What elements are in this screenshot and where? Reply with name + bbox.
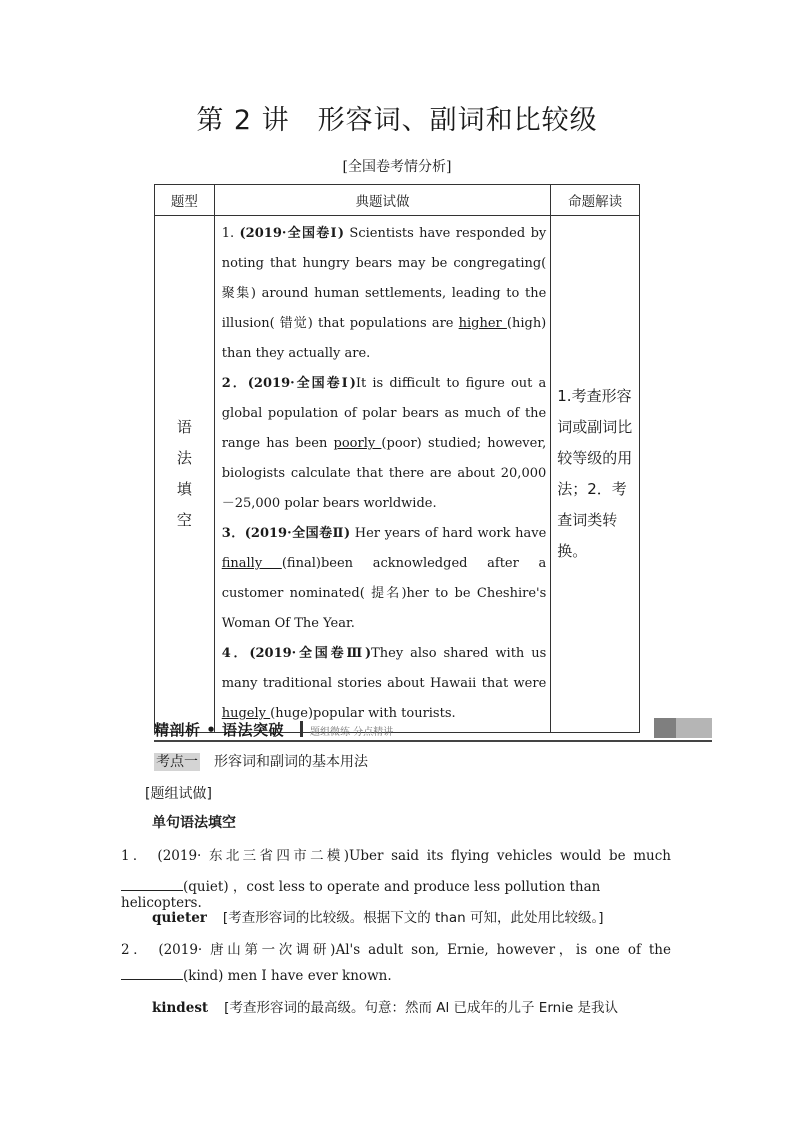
example-text: (high) than they actually are. [221, 316, 547, 361]
example-text: Scientists have responded by noting that hungry bears may be congregating( 聚集) around human settlements, leading to the illusion( 错觉) that populations are [221, 226, 547, 331]
example-answer: finally [221, 556, 282, 571]
example-number: 1. [221, 226, 240, 241]
group-label: [题组试做] [145, 786, 212, 802]
example-item [222, 219, 547, 369]
example-item [222, 519, 547, 639]
section-bar-divider [300, 721, 303, 737]
example-number: 2． [221, 376, 248, 391]
type-cell [155, 216, 215, 733]
example-answer: poorly [333, 436, 382, 451]
analysis-table [154, 184, 640, 733]
question-text: (quiet) ，cost less to operate and produce less pollution than helicopters. [121, 879, 601, 911]
example-source: (2019·全国卷Ⅱ) [244, 526, 351, 541]
answer-explanation: [考查形容词的最高级。句意：然而 Al 已成年的儿子 Ernie 是我认 [224, 1000, 619, 1016]
example-answer: hugely [221, 706, 271, 721]
answer-blank [121, 967, 183, 980]
section-bar-title: 精剖析 • 语法突破 [154, 721, 285, 739]
answer-line [152, 996, 618, 1016]
example-text: (huge)popular with tourists. [270, 706, 456, 721]
example-text: Her years of hard work have [350, 526, 547, 541]
example-text: (poor) studied; however, biologists calculate that there are about 20,000－25,000 polar bears worldwide. [221, 436, 547, 511]
answer-word: kindest [152, 1000, 209, 1016]
example-number: 4． [221, 646, 250, 661]
question-line [121, 967, 681, 984]
example-item [222, 369, 547, 519]
example-item [222, 639, 547, 729]
section-bar [154, 718, 712, 742]
header-examples: 典题试做 [214, 185, 551, 216]
example-source: (2019·全国卷Ⅰ) [239, 226, 344, 241]
header-type: 题型 [155, 185, 215, 216]
example-source: (2019·全国卷Ⅲ) [249, 646, 372, 661]
question-line: 2． (2019· 唐山第一次调研)Al's adult son, Ernie, however，is one of the [121, 942, 671, 958]
answer-line [152, 906, 603, 926]
answer-blank [121, 878, 183, 891]
table-row [155, 216, 640, 733]
answer-explanation: [考查形容词的比较级。根据下文的 than 可知，此处用比较级。] [222, 910, 604, 926]
decorative-block [654, 718, 676, 738]
example-text: It is difficult to figure out a global population of polar bears as much of the range has been [221, 376, 547, 451]
example-number: 3． [221, 526, 245, 541]
type-char: 法 [176, 449, 192, 467]
kaodian-heading [154, 751, 368, 771]
type-char: 填 [176, 480, 192, 498]
example-answer: higher [458, 316, 507, 331]
table-header-row [155, 185, 640, 216]
page-subtitle: [全国卷考情分析] [342, 159, 452, 175]
example-source: (2019·全国卷Ⅰ) [247, 376, 356, 391]
kaodian-label: 考点一 [156, 754, 198, 770]
decorative-block [676, 718, 712, 738]
question-line: 1． (2019· 东北三省四市二模)Uber said its flying vehicles would be much [121, 848, 671, 864]
header-interpretation: 命题解读 [551, 185, 640, 216]
example-text: (final)been acknowledged after a customer nominated( 提名)her to be Cheshire's Woman Of The Year. [221, 556, 547, 631]
interpretation-cell: 1.考查形容词或副词比较等级的用法；2．考查词类转换。 [551, 216, 640, 733]
section-label: 单句语法填空 [152, 815, 236, 831]
example-text: They also shared with us many traditional stories about Hawaii that were [221, 646, 547, 691]
type-char: 空 [176, 511, 192, 529]
examples-cell [214, 216, 551, 733]
kaodian-title: 形容词和副词的基本用法 [214, 754, 368, 770]
type-char: 语 [176, 418, 192, 436]
section-bar-subtitle: 题组微练 分点精讲 [310, 727, 394, 738]
question-text: (kind) men I have ever known. [183, 968, 392, 984]
answer-word: quieter [152, 910, 207, 926]
page-title: 第 2 讲 形容词、副词和比较级 [196, 105, 598, 136]
